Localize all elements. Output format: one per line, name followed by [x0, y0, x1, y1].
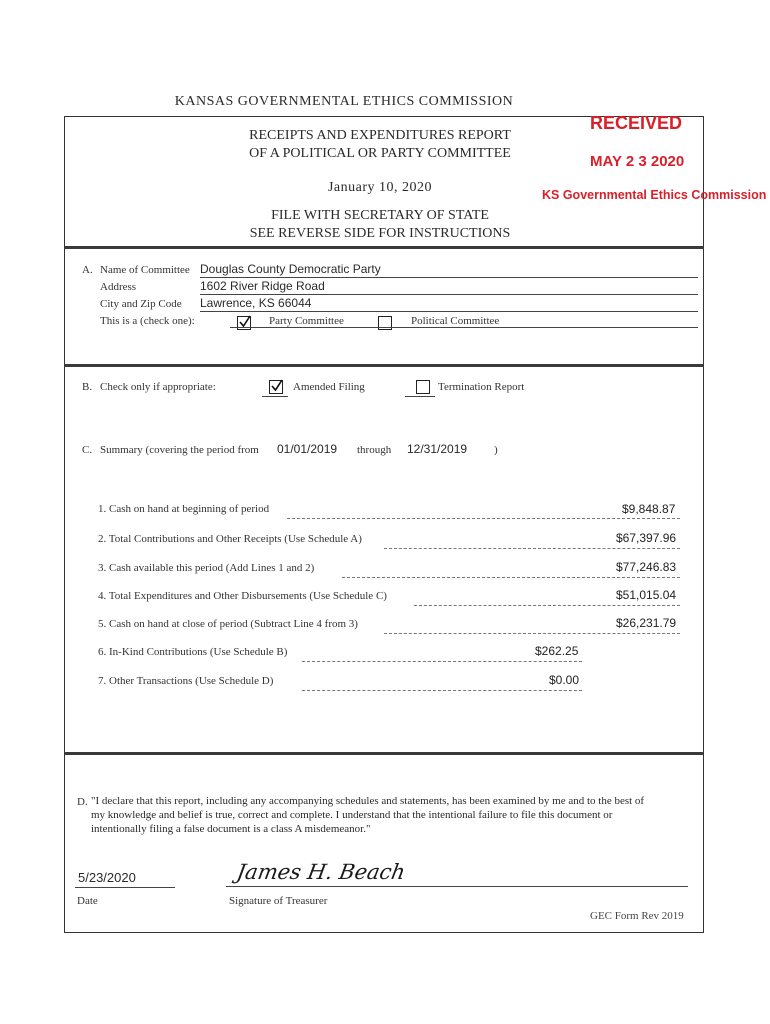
summary-line-7-value[interactable]: $0.00 [549, 673, 580, 687]
signature-line [226, 886, 688, 887]
report-title-line2: OF A POLITICAL OR PARTY COMMITTEE [249, 146, 511, 161]
summary-line-3-leader [342, 577, 680, 578]
received-stamp-agency: KS Governmental Ethics Commission [542, 188, 767, 202]
treasurer-signature[interactable]: James H. Beach [234, 860, 408, 884]
address-label: Address [100, 281, 137, 293]
signature-label: Signature of Treasurer [229, 895, 328, 907]
declaration-text-line3: intentionally filing a false document is a class A misdemeanor." [91, 823, 371, 835]
address-line [200, 294, 698, 295]
report-title-line1: RECEIPTS AND EXPENDITURES REPORT [249, 128, 511, 143]
city-zip-line [200, 311, 698, 312]
through-label: through [357, 444, 392, 456]
summary-line-3-label: 3. Cash available this period (Add Lines 1 and 2) [98, 562, 315, 574]
summary-line-2-leader [384, 548, 680, 549]
date-label: Date [77, 895, 98, 907]
summary-line-7-label: 7. Other Transactions (Use Schedule D) [98, 675, 274, 687]
committee-name-value[interactable]: Douglas County Democratic Party [200, 262, 381, 276]
agency-heading: KANSAS GOVERNMENTAL ETHICS COMMISSION [174, 94, 514, 109]
party-committee-label: Party Committee [269, 315, 344, 327]
date-line [75, 887, 175, 888]
header-divider [64, 246, 704, 249]
address-value[interactable]: 1602 River Ridge Road [200, 279, 325, 293]
form-revision: GEC Form Rev 2019 [590, 910, 684, 922]
amended-filing-line [262, 396, 288, 397]
section-a-label: A. [82, 264, 93, 276]
section-c-divider [64, 752, 704, 755]
summary-line-6-label: 6. In-Kind Contributions (Use Schedule B) [98, 646, 288, 658]
summary-period-label: Summary (covering the period from [100, 444, 259, 456]
summary-line-5-leader [384, 633, 680, 634]
summary-line-6-leader [302, 661, 582, 662]
section-a-divider [64, 364, 704, 367]
summary-line-1-value[interactable]: $9,848.87 [622, 502, 676, 516]
committee-type-line [230, 327, 698, 328]
summary-line-6-value[interactable]: $262.25 [535, 644, 579, 658]
amended-filing-label: Amended Filing [293, 381, 365, 393]
summary-close-paren: ) [494, 444, 498, 456]
summary-line-5-label: 5. Cash on hand at close of period (Subtract Line 4 from 3) [98, 618, 358, 630]
termination-report-checkbox[interactable] [416, 380, 430, 394]
summary-line-4-value[interactable]: $51,015.04 [616, 588, 677, 602]
declaration-text-line2: my knowledge and belief is true, correct and complete. I understand that the intentional failure to file this document or [91, 809, 613, 821]
summary-line-7-leader [302, 690, 582, 691]
committee-name-line [200, 277, 698, 278]
summary-line-4-leader [414, 605, 680, 606]
summary-line-2-value[interactable]: $67,397.96 [616, 531, 677, 545]
political-committee-label: Political Committee [411, 315, 500, 327]
period-through-value[interactable]: 12/31/2019 [407, 442, 468, 456]
report-date: January 10, 2020 [327, 180, 433, 195]
declaration-text-line1: "I declare that this report, including any accompanying schedules and statements, has been examined by me and to the best of [91, 795, 645, 807]
section-d-label: D. [77, 796, 88, 808]
summary-line-1-label: 1. Cash on hand at beginning of period [98, 503, 270, 515]
summary-line-4-label: 4. Total Expenditures and Other Disbursements (Use Schedule C) [98, 590, 387, 602]
city-zip-value[interactable]: Lawrence, KS 66044 [200, 296, 312, 310]
committee-name-label: Name of Committee [100, 264, 190, 276]
received-stamp-date: MAY 2 3 2020 [590, 153, 685, 170]
signature-date-value[interactable]: 5/23/2020 [78, 870, 136, 885]
city-zip-label: City and Zip Code [100, 298, 182, 310]
summary-line-5-value[interactable]: $26,231.79 [616, 616, 677, 630]
file-with-instruction: FILE WITH SECRETARY OF STATE [271, 208, 489, 223]
summary-line-3-value[interactable]: $77,246.83 [616, 560, 677, 574]
received-stamp: RECEIVED [590, 113, 683, 133]
optional-check-label: Check only if appropriate: [100, 381, 216, 393]
termination-report-label: Termination Report [438, 381, 525, 393]
committee-type-label: This is a (check one): [100, 315, 195, 327]
section-c-label: C. [82, 444, 93, 456]
summary-line-2-label: 2. Total Contributions and Other Receipts (Use Schedule A) [98, 533, 362, 545]
termination-report-line [405, 396, 435, 397]
section-b-label: B. [82, 381, 93, 393]
checkmark-icon [270, 379, 284, 393]
amended-filing-checkbox[interactable] [269, 380, 283, 394]
summary-line-1-leader [287, 518, 680, 519]
period-from-value[interactable]: 01/01/2019 [277, 442, 338, 456]
see-reverse-instruction: SEE REVERSE SIDE FOR INSTRUCTIONS [249, 226, 511, 241]
